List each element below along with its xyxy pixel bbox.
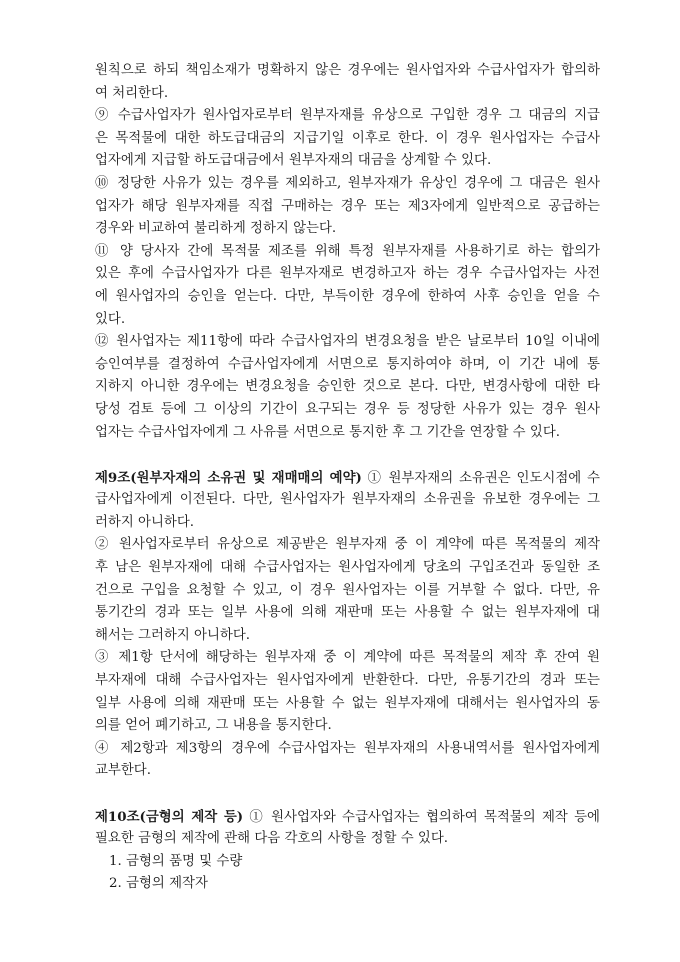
spacer xyxy=(95,783,600,806)
paragraph-9 xyxy=(95,105,600,173)
text-line: 의를 얻어 폐기하고, 그 내용을 통지한다. xyxy=(95,718,332,734)
article-9 xyxy=(95,467,600,783)
text-line: 있다. xyxy=(95,311,126,327)
list-item: 1. 금형의 품명 및 수량 xyxy=(109,853,243,869)
paragraph-10 xyxy=(95,173,600,241)
document-page xyxy=(95,60,600,896)
text-line: 경우와 비교하여 불리하게 정하지 않는다. xyxy=(95,221,337,237)
paragraph-11 xyxy=(95,241,600,331)
article-heading: 제10조(금형의 제작 등) xyxy=(95,808,244,825)
paragraph-12 xyxy=(95,331,600,444)
text-line: ② 원사업자로부터 유상으로 제공받은 원부자재 중 이 계약에 따른 목적물의 제작 xyxy=(95,537,600,553)
text-line: 러하지 아니하다. xyxy=(95,514,195,530)
article-9-first-line xyxy=(95,467,600,490)
text-line: 에 원사업자의 승인을 얻는다. 다만, 부득이한 경우에 한하여 사후 승인을 얻을 수 xyxy=(95,288,600,304)
text-line: 교부한다. xyxy=(95,763,151,779)
text-line: ③ 제1항 단서에 해당하는 원부자재 중 이 계약에 따른 목적물의 제작 후 잔여 원 xyxy=(95,650,600,666)
text-line: 은 목적물에 대한 하도급대금의 지급기일 이후로 한다. 이 경우 원사업자는 수급사 xyxy=(95,130,600,146)
text-line: ⑨ 수급사업자가 원사업자로부터 원부자재를 유상으로 구입한 경우 그 대금의 지급 xyxy=(95,108,600,124)
spacer xyxy=(95,444,600,467)
text-line: 후 남은 원부자재에 대해 수급사업자는 원사업자에게 당초의 구입조건과 동일한 조 xyxy=(95,560,600,576)
text-line: 통기간의 경과 또는 일부 사용에 의해 재판매 또는 사용할 수 없는 원부자재에 대 xyxy=(95,605,600,621)
text-line: ⑪ 양 당사자 간에 목적물 제조를 위해 특정 원부자재를 사용하기로 하는 합의가 xyxy=(95,243,600,259)
list-item: 2. 금형의 제작자 xyxy=(109,876,208,892)
text-line: 필요한 금형의 제작에 관해 다음 각호의 사항을 정할 수 있다. xyxy=(95,831,449,847)
text-span: ① 원부자재의 소유권은 인도시점에 수 xyxy=(361,470,600,486)
text-line: 당성 검토 등에 그 이상의 기간이 요구되는 경우 등 정당한 사유가 있는 경우 원사 xyxy=(95,401,600,417)
text-line: 부자재에 대해 수급사업자는 원사업자에게 반환한다. 다만, 유통기간의 경과 또는 xyxy=(95,673,600,689)
article-8-continuation xyxy=(95,60,600,105)
text-line: 있은 후에 수급사업자가 다른 원부자재로 변경하고자 하는 경우 수급사업자는 사전 xyxy=(95,266,600,282)
text-line: 여 처리한다. xyxy=(95,85,169,101)
article-10-first-line xyxy=(95,806,600,829)
text-line: 업자에게 지급할 하도급대금에서 원부자재의 대금을 상계할 수 있다. xyxy=(95,153,492,169)
text-line: 지하지 아니한 경우에는 변경요청을 승인한 것으로 본다. 다만, 변경사항에 대한 타 xyxy=(95,379,600,395)
text-line: 급사업자에게 이전된다. 다만, 원사업자가 원부자재의 소유권을 유보한 경우에는 그 xyxy=(95,492,600,508)
article-10 xyxy=(95,806,600,896)
text-line: 승인여부를 결정하여 수급사업자에게 서면으로 통지하여야 하며, 이 기간 내에 통 xyxy=(95,356,600,372)
text-line: 건으로 구입을 요청할 수 있고, 이 경우 원사업자는 이를 거부할 수 없다. 다만, 유 xyxy=(95,582,600,598)
text-line: 업자가 해당 원부자재를 직접 구매하는 경우 또는 제3자에게 일반적으로 공급하는 xyxy=(95,198,600,214)
text-line: ⑫ 원사업자는 제11항에 따라 수급사업자의 변경요청을 받은 날로부터 10일 이내에 xyxy=(95,334,600,350)
article-heading: 제9조(원부자재의 소유권 및 재매매의 예약) xyxy=(95,469,362,486)
text-line: 업자는 수급사업자에게 그 사유를 서면으로 통지한 후 그 기간을 연장할 수 있다. xyxy=(95,424,561,440)
text-line: ⑩ 정당한 사유가 있는 경우를 제외하고, 원부자재가 유상인 경우에 그 대금은 원사 xyxy=(95,175,600,191)
text-line: 일부 사용에 의해 재판매 또는 사용할 수 없는 원부자재에 대해서는 원사업자의 동 xyxy=(95,695,600,711)
text-span: ① 원사업자와 수급사업자는 협의하여 목적물의 제작 등에 xyxy=(243,809,600,825)
text-line: ④ 제2항과 제3항의 경우에 수급사업자는 원부자재의 사용내역서를 원사업자에게 xyxy=(95,740,600,756)
text-line: 해서는 그러하지 아니하다. xyxy=(95,627,251,643)
text-line: 원칙으로 하되 책임소재가 명확하지 않은 경우에는 원사업자와 수급사업자가 합의하 xyxy=(95,63,600,78)
